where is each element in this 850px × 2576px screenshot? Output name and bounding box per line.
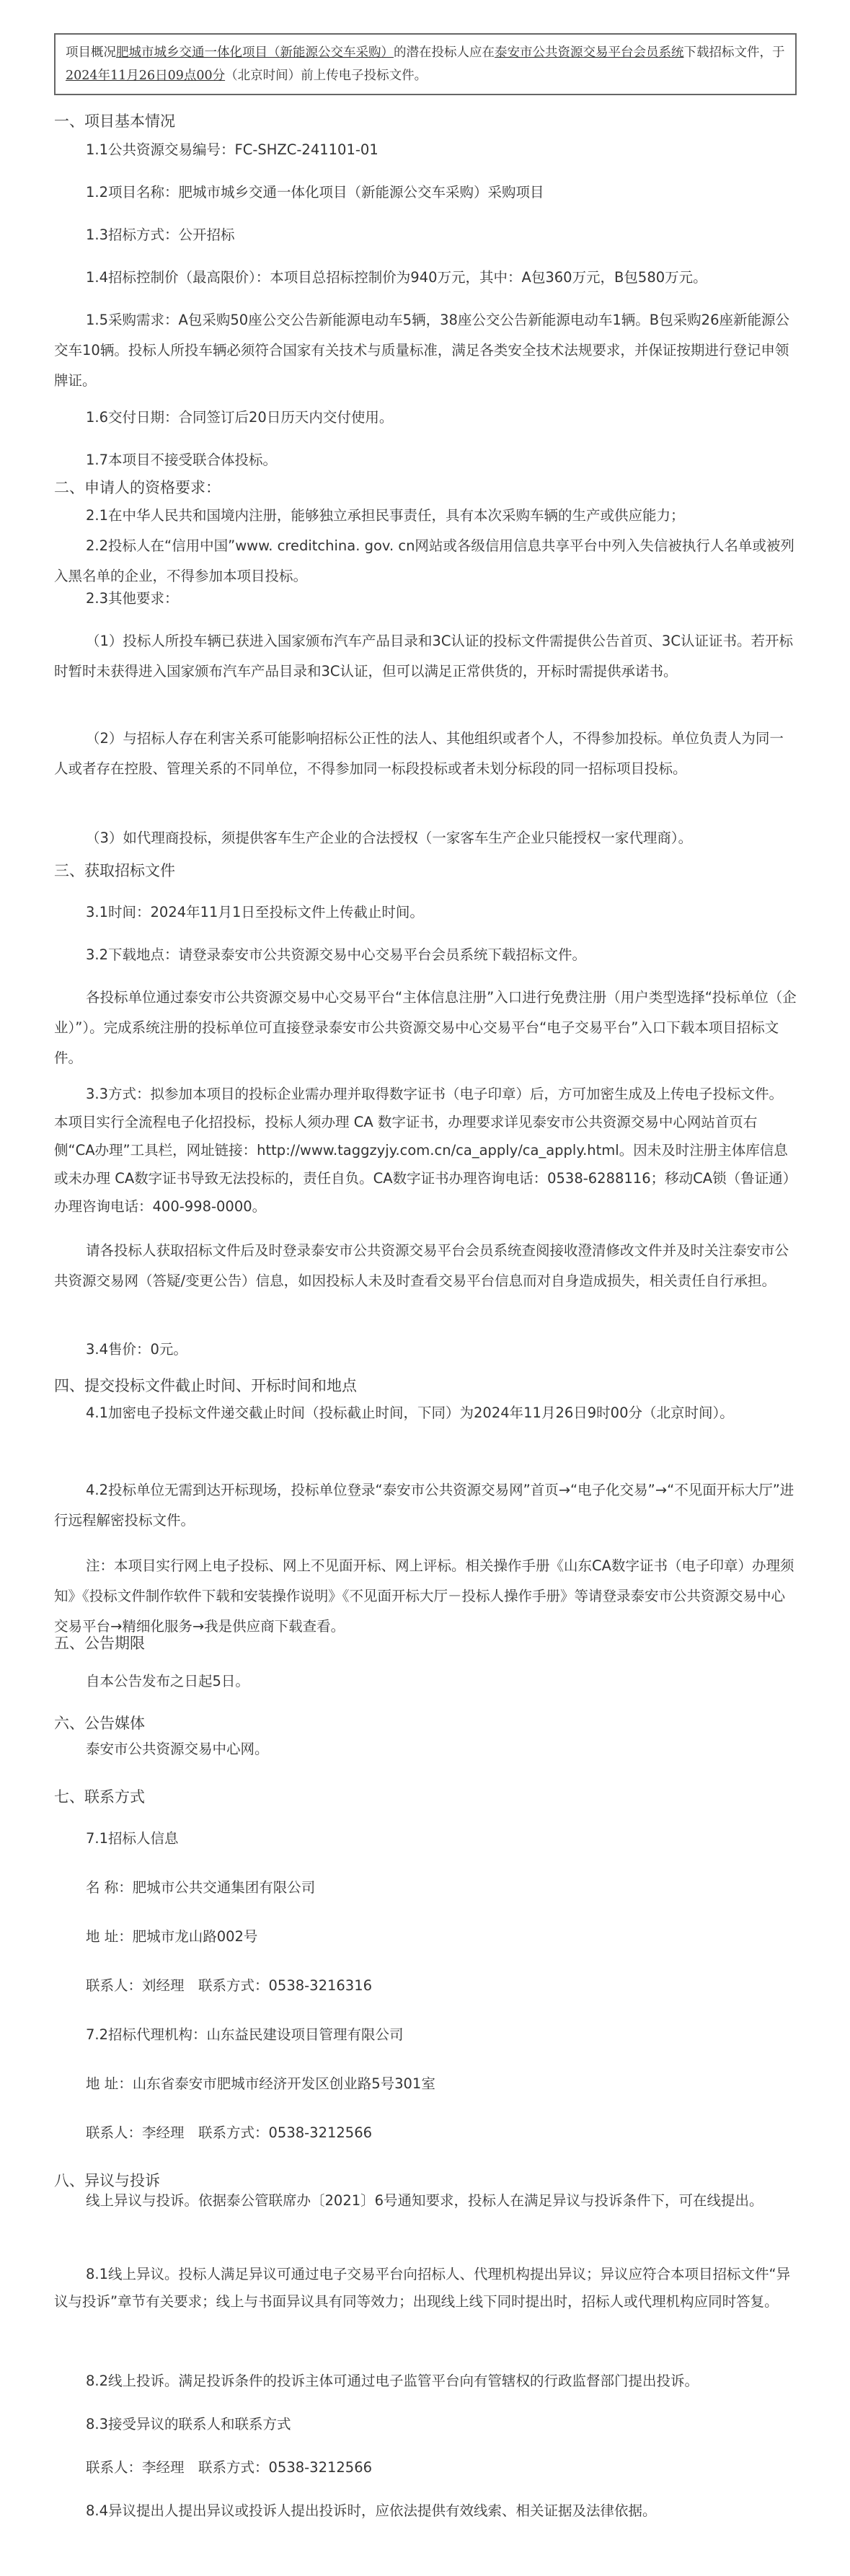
- item-2-3-1: （1）投标人所投车辆已获进入国家颁布汽车产品目录和3C认证的投标文件需提供公告首页、3C认证证书。若开标时暂时未获得进入国家颁布汽车产品目录和3C认证，但可以满足正常供货的，开标时需提供承诺书。: [54, 633, 793, 680]
- item-1-1: 1.1公共资源交易编号：FC-SHZC-241101-01: [86, 141, 378, 158]
- item-2-3-3: （3）如代理商投标，须提供客车生产企业的合法授权（一家客车生产企业只能授权一家代理商）。: [86, 830, 693, 846]
- tenderer-address: 地 址：肥城市龙山路002号: [86, 1928, 258, 1945]
- tenderer-contact: 联系人：刘经理 联系方式：0538-3216316: [86, 1977, 373, 1994]
- item-8-2: 8.2线上投诉。满足投诉条件的投诉主体可通过电子监管平台向有管辖权的行政监督部门提出投诉。: [86, 2373, 699, 2389]
- section-1-title: 一、项目基本情况: [54, 113, 175, 130]
- section-8-title: 八、异议与投诉: [54, 2172, 160, 2189]
- item-4-2: 4.2投标单位无需到达开标现场，投标单位登录“泰安市公共资源交易网”首页→“电子化交易”→“不见面开标大厅”进行远程解密投标文件。: [54, 1482, 794, 1529]
- item-8-1: 8.1线上异议。投标人满足异议可通过电子交易平台向招标人、代理机构提出异议；异议应符合本项目招标文件“异议与投诉”章节有关要求；线上与书面异议具有同等效力；出现线上线下同时提出时，招标人或代理机构应同时答复。: [54, 2266, 791, 2310]
- item-2-3-2: （2）与招标人存在利害关系可能影响招标公正性的法人、其他组织或者个人，不得参加投标。单位负责人为同一人或者存在控股、管理关系的不同单位，不得参加同一标段投标或者未划分标段的同一招标项目投标。: [54, 730, 784, 777]
- item-4-note: 注：本项目实行网上电子投标、网上不见面开标、网上评标。相关操作手册《山东CA数字证书（电子印章）办理须知》《投标文件制作软件下载和安装操作说明》《不见面开标大厅－投标人操作手册》等请登录泰安市公共资源交易中心交易平台→精细化服务→我是供应商下载查看。: [54, 1557, 794, 1635]
- item-1-7: 1.7本项目不接受联合体投标。: [86, 452, 278, 468]
- section-6-title: 六、公告媒体: [54, 1715, 145, 1732]
- item-3-1: 3.1时间：2024年11月1日至投标文件上传截止时间。: [86, 904, 424, 920]
- summary-text-4: （北京时间）前上传电子投标文件。: [225, 69, 428, 83]
- section-8-intro: 线上异议与投诉。依据泰公管联席办〔2021〕6号通知要求，投标人在满足异议与投诉条件下，可在线提出。: [86, 2192, 763, 2209]
- item-4-1: 4.1加密电子投标文件递交截止时间（投标截止时间，下同）为2024年11月26日9时00分（北京时间）。: [86, 1405, 734, 1421]
- summary-text-3: 下载招标文件，于: [683, 45, 785, 60]
- section-5-body: 自本公告发布之日起5日。: [86, 1673, 249, 1689]
- item-3-2-note: 各投标单位通过泰安市公共资源交易中心交易平台“主体信息注册”入口进行免费注册（用户类型选择“投标单位（企业）”）。完成系统注册的投标单位可直接登录泰安市公共资源交易中心交易平台“电子交易平台”入口下载本项目招标文件。: [54, 989, 797, 1066]
- tenderer-name: 名 称：肥城市公共交通集团有限公司: [86, 1879, 316, 1896]
- summary-text-1: 项目概况: [66, 45, 116, 60]
- agency-contact: 联系人：李经理 联系方式：0538-3212566: [86, 2124, 373, 2141]
- item-3-4: 3.4售价：0元。: [86, 1341, 187, 1358]
- item-1-4: 1.4招标控制价（最高限价）：本项目总招标控制价为940万元，其中：A包360万元，B包580万元。: [86, 269, 707, 286]
- section-4-title: 四、提交投标文件截止时间、开标时间和地点: [54, 1377, 357, 1394]
- deadline-text: 2024年11月26日09点00分: [66, 69, 226, 83]
- item-1-5: 1.5采购需求：A包采购50座公交公告新能源电动车5辆，38座公交公告新能源电动车1辆。B包采购26座新能源公交车10辆。投标人所投车辆必须符合国家有关技术与质量标准，满足各类安全技术法规要求，并保证按期进行登记申领牌证。: [54, 312, 789, 389]
- item-7-2: 7.2招标代理机构：山东益民建设项目管理有限公司: [86, 2026, 404, 2043]
- section-7-title: 七、联系方式: [54, 1788, 145, 1806]
- project-name-link[interactable]: 肥城市城乡交通一体化项目（新能源公交车采购）: [116, 45, 394, 60]
- item-8-4: 8.4异议提出人提出异议或投诉人提出投诉时，应依法提供有效线索、相关证据及法律依据。: [86, 2502, 657, 2519]
- objection-contact: 联系人：李经理 联系方式：0538-3212566: [86, 2459, 373, 2476]
- item-1-6: 1.6交付日期：合同签订后20日历天内交付使用。: [86, 409, 394, 426]
- section-5-title: 五、公告期限: [54, 1635, 145, 1652]
- agency-address: 地 址：山东省泰安市肥城市经济开发区创业路5号301室: [86, 2075, 435, 2092]
- item-2-1: 2.1在中华人民共和国境内注册，能够独立承担民事责任，具有本次采购车辆的生产或供应能力；: [86, 507, 685, 524]
- section-6-body: 泰安市公共资源交易中心网。: [86, 1741, 269, 1757]
- item-3-2: 3.2下载地点：请登录泰安市公共资源交易中心交易平台会员系统下载招标文件。: [86, 946, 587, 963]
- item-1-2: 1.2项目名称：肥城市城乡交通一体化项目（新能源公交车采购）采购项目: [86, 184, 544, 201]
- item-2-2: 2.2投标人在“信用中国”www. creditchina. gov. cn网站或各级信用信息共享平台中列入失信被执行人名单或被列入黑名单的企业，不得参加本项目投标。: [54, 537, 794, 584]
- item-8-3: 8.3接受异议的联系人和联系方式: [86, 2416, 291, 2432]
- platform-link[interactable]: 泰安市公共资源交易平台会员系统: [495, 45, 684, 60]
- section-2-title: 二、申请人的资格要求：: [54, 479, 221, 496]
- project-summary-box: [54, 33, 797, 95]
- item-7-1: 7.1招标人信息: [86, 1830, 179, 1847]
- item-1-3: 1.3招标方式：公开招标: [86, 227, 235, 243]
- section-3-title: 三、获取招标文件: [54, 862, 175, 879]
- summary-text-2: 的潜在投标人应在: [394, 45, 495, 60]
- item-2-3: 2.3其他要求：: [86, 590, 179, 607]
- item-3-3-note: 请各投标人获取招标文件后及时登录泰安市公共资源交易平台会员系统查阅接收澄清修改文件并及时关注泰安市公共资源交易网（答疑/变更公告）信息，如因投标人未及时查看交易平台信息而对自身造成损失，相关责任自行承担。: [54, 1242, 789, 1289]
- item-3-3: 3.3方式：拟参加本项目的投标企业需办理并取得数字证书（电子印章）后，方可加密生成及上传电子投标文件。本项目实行全流程电子化招投标，投标人须办理 CA 数字证书，办理要求详见泰安市公共资源交易中心网站首页右侧“CA办理”工具栏，网址链接：http://www.taggzyjy.com.cn/ca_apply/ca_apply.html。因未及时注册主体库信息或未办理 CA数字证书导致无法投标的，责任自负。CA数字证书办理咨询电话：0538-6288116；移动CA锁（鲁证通）办理咨询电话：400-998-0000。: [54, 1086, 790, 1215]
